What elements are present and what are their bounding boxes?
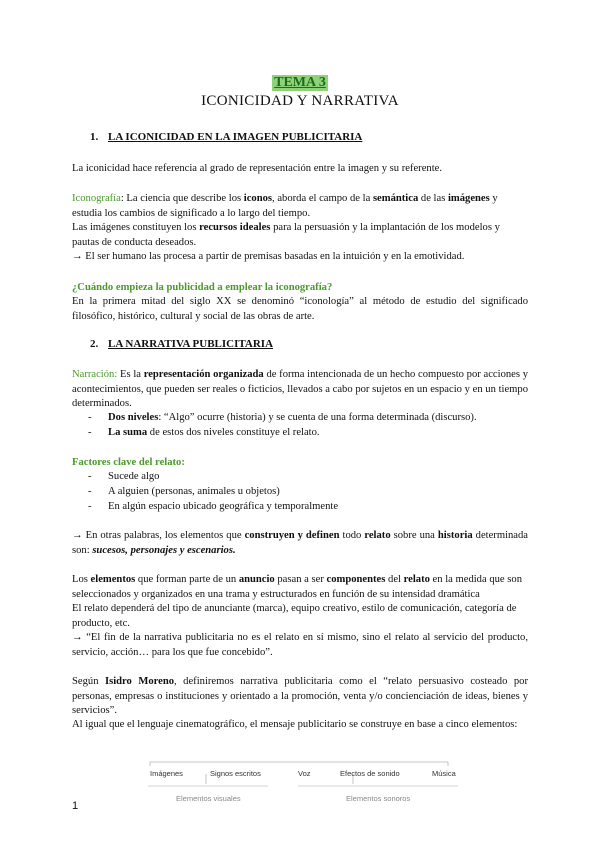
text-run: Dos niveles [108, 412, 159, 423]
text-run: semántica [372, 193, 419, 204]
page-title: ICONICIDAD Y NARRATIVA [201, 93, 399, 109]
text-run: que forman parte de un [135, 574, 239, 585]
section-1-number: 1. [90, 131, 99, 143]
text-run: relato [364, 530, 391, 541]
text-run: de las [418, 193, 448, 204]
text-run: La suma [108, 427, 148, 438]
text-run: sucesos, personajes y escenarios. [92, 544, 236, 556]
isidro-moreno-definition [72, 675, 528, 719]
text-run: iconos [243, 193, 273, 204]
text-run: en la medida que son seleccionados y organizados en una trama y estructurados en función de su intensidad dramática [72, 574, 522, 600]
list-item: - La suma de estos dos niveles constituye el relato. [88, 427, 320, 438]
narracion-paragraph [72, 368, 528, 412]
diagram-label-musica: Música [432, 769, 456, 778]
text-run: , definiremos narrativa publicitaria como el “relato persuasivo costeado por personas, empresas o instituciones y orientado a la promoción, venta y/o concienciación de ideas, bienes y servicios”. [72, 676, 528, 716]
text-run: → En otras palabras, los elementos que [72, 530, 245, 541]
list-item: - En algún espacio ubicado geográfica y temporalmente [88, 501, 339, 512]
text-run: Según [72, 676, 105, 687]
diagram-label-signos: Signos escritos [210, 769, 261, 778]
text-run: : La ciencia que describe los [120, 193, 244, 204]
text-run: de forma intencionada de un hecho compuesto por acciones y acontecimientos, que pueden ser reales o ficticios, llevados a cabo por sujetos en un espacio y en un tiempo determinados. [72, 369, 528, 409]
text-run: Las imágenes constituyen los [72, 222, 200, 233]
list-item: - Sucede algo [88, 471, 160, 482]
elements-diagram [148, 756, 463, 810]
iconografia-question: ¿Cuándo empieza la publicidad a emplear la iconografía? [72, 282, 333, 293]
iconografia-term: Iconografía [72, 193, 121, 204]
text-run: Isidro Moreno [104, 676, 175, 687]
tema-label: TEMA 3 [274, 75, 326, 90]
iconografia-paragraph [72, 192, 528, 265]
list-item: - Dos niveles: “Algo” ocurre (historia) y se cuenta de una forma determinada (discurso). [88, 412, 477, 423]
text-run: , aborda el campo de la [272, 193, 373, 204]
text-run: todo [339, 530, 365, 541]
text-run: En algún espacio ubicado geográfica y temporalmente [108, 501, 339, 512]
factores-heading: Factores clave del relato: [72, 457, 185, 468]
text-run: recursos ideales [199, 222, 271, 233]
narrativa-fin-quote: → “El fin de la narrativa publicitaria no es el relato en sí mismo, sino el relato al servicio del producto, servicio, acción… para los que fue concebido”. [72, 632, 528, 658]
diagram-label-visuales: Elementos visuales [176, 794, 241, 803]
diagram-top-bracket [150, 762, 448, 766]
text-run: : “Algo” ocurre (historia) y se cuenta de una forma determinada (discurso). [158, 412, 477, 423]
cinco-elementos-intro: Al igual que el lenguaje cinematográfico, el mensaje publicitario se construye en base a cinco elementos: [72, 719, 518, 730]
text-run: representación organizada [143, 369, 264, 380]
list-item: - A alguien (personas, animales u objetos) [88, 486, 280, 497]
elementos-paragraph [72, 573, 528, 631]
text-run: El relato dependerá del tipo de anunciante (marca), equipo creativo, estilo de comunicación, categoría de producto, etc. [72, 603, 517, 629]
elementos-summary [72, 529, 528, 558]
text-run: del [385, 574, 404, 585]
text-run: historia [437, 530, 473, 541]
text-run: de estos dos niveles constituye el relato. [147, 427, 320, 438]
text-run: anuncio [238, 574, 275, 585]
text-run: A alguien (personas, animales u objetos) [108, 486, 280, 497]
section-2-number: 2. [90, 338, 99, 350]
section-2-title: LA NARRATIVA PUBLICITARIA [108, 338, 274, 350]
text-run: componentes [326, 574, 386, 585]
text-run: sobre una [390, 530, 438, 541]
text-run: pasan a ser [274, 574, 327, 585]
diagram-label-efectos: Efectos de sonido [340, 769, 400, 778]
text-run: y estudia los cambios de significado a lo largo del tiempo. [72, 193, 498, 219]
narracion-term: Narración: [72, 369, 118, 380]
diagram-label-sonoros: Elementos sonoros [346, 794, 411, 803]
iconicidad-intro: La iconicidad hace referencia al grado de representación entre la imagen y su referente. [72, 163, 442, 174]
text-run: Sucede algo [108, 471, 160, 482]
text-run: construyen y definen [244, 530, 340, 541]
iconografia-answer: En la primera mitad del siglo XX se denominó “iconología” al método de estudio del significado filosófico, histórico, cultural y social de las obras de arte. [72, 296, 528, 322]
text-run: determinada son: [72, 530, 529, 556]
text-run: Es la [117, 369, 144, 380]
text-run: relato [403, 574, 430, 585]
section-1-title: LA ICONICIDAD EN LA IMAGEN PUBLICITARIA [108, 131, 363, 143]
diagram-label-imagenes: Imágenes [150, 769, 183, 778]
tema-heading [0, 73, 600, 91]
section-1-heading [90, 131, 362, 143]
text-run: elementos [90, 574, 136, 585]
text-run: imágenes [447, 193, 490, 204]
text-run: Los [72, 574, 91, 585]
page-number: 1 [72, 800, 79, 812]
text-run: para la persuasión y la implantación de los modelos y pautas de conducta deseados. [72, 222, 500, 248]
diagram-label-voz: Voz [298, 769, 311, 778]
text-run: → El ser humano las procesa a partir de premisas basadas en la intuición y en la emotividad. [72, 251, 465, 262]
section-2-heading [90, 338, 273, 350]
